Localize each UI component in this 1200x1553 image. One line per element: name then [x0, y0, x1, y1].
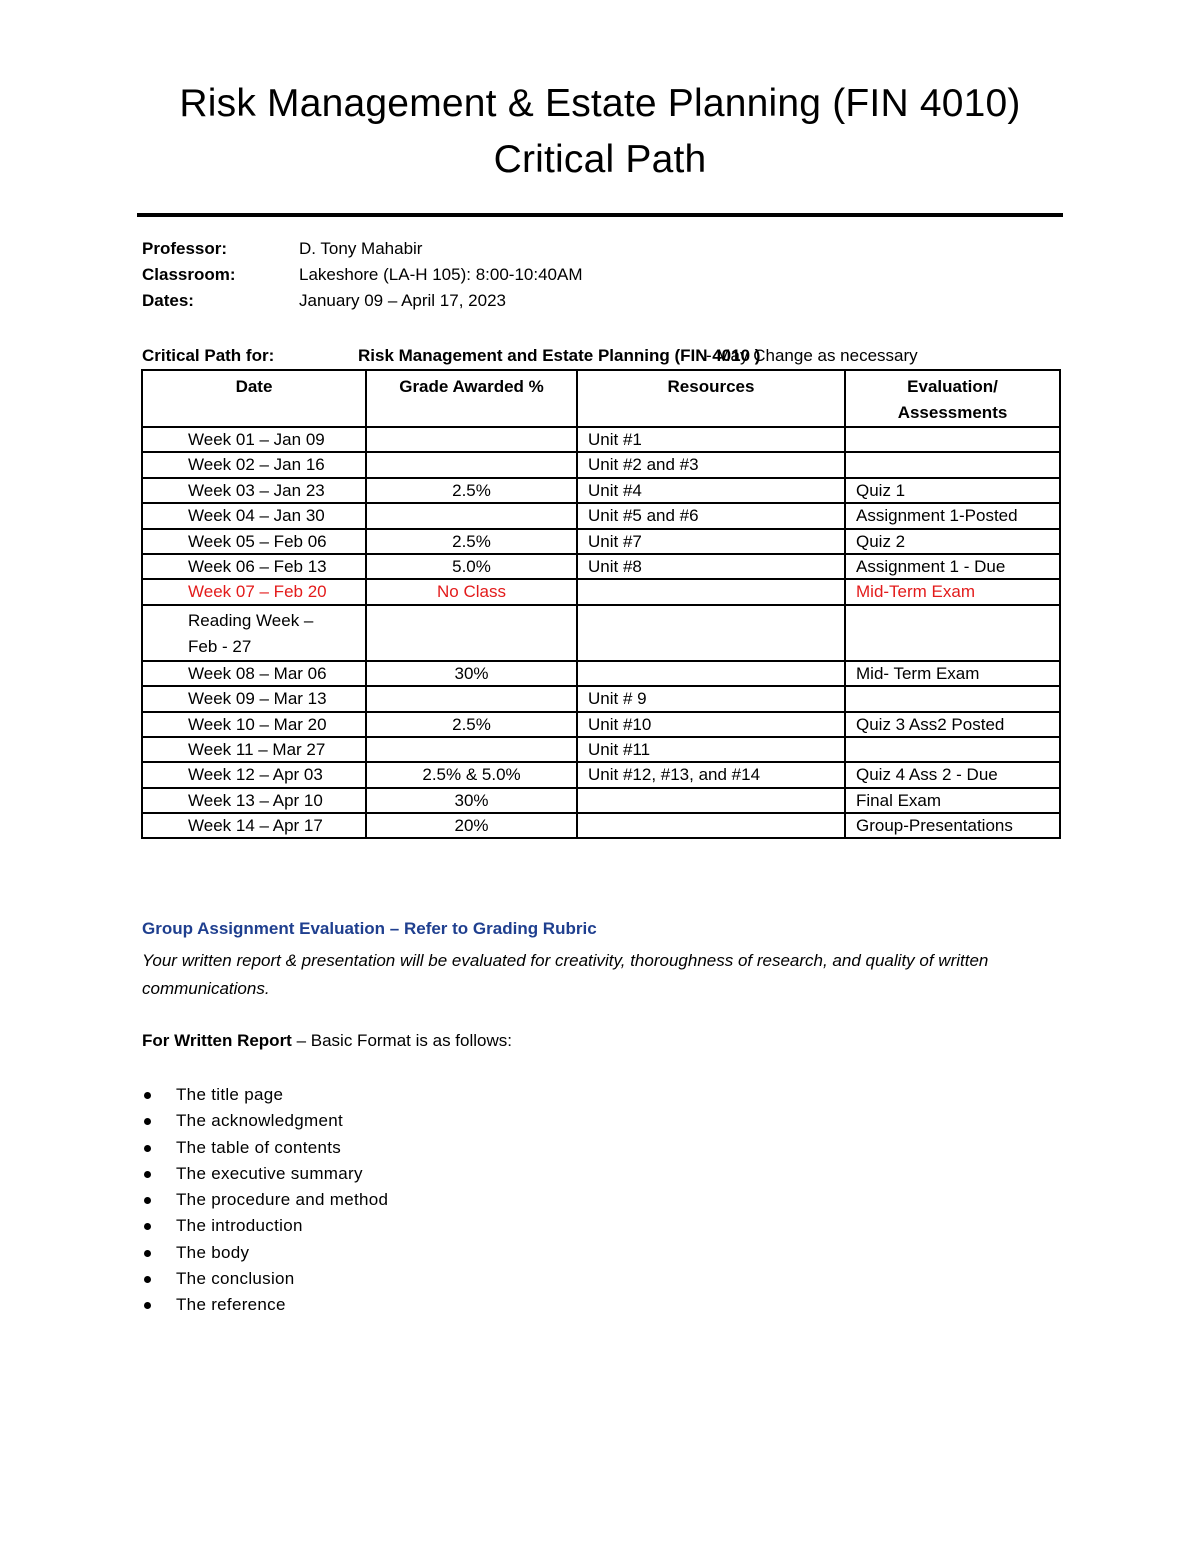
- critical-path-label: Critical Path for:: [142, 346, 275, 365]
- written-report-line: [142, 1031, 512, 1051]
- bullet-icon: [144, 1197, 151, 1204]
- cell-evaluation: [845, 452, 1060, 477]
- cell-grade: 2.5%: [366, 529, 577, 554]
- table-row: [142, 452, 1060, 477]
- critical-path-note: - May Change as necessary: [706, 346, 918, 365]
- cell-evaluation: [845, 427, 1060, 452]
- list-item-text: The reference: [176, 1295, 286, 1315]
- cell-date: Reading Week – Feb - 27: [142, 605, 366, 661]
- cell-resources: [577, 579, 845, 604]
- cell-date: Week 13 – Apr 10: [142, 788, 366, 813]
- dates-value: January 09 – April 17, 2023: [299, 291, 506, 310]
- list-item-text: The acknowledgment: [176, 1111, 343, 1131]
- list-item-text: The table of contents: [176, 1137, 342, 1157]
- cell-date: Week 12 – Apr 03: [142, 762, 366, 787]
- cell-date: Week 03 – Jan 23: [142, 478, 366, 503]
- cell-evaluation: Mid- Term Exam: [845, 661, 1060, 686]
- critical-path-course: Risk Management and Estate Planning (FIN 4010 ): [358, 346, 761, 365]
- cell-date: Week 08 – Mar 06: [142, 661, 366, 686]
- report-format-list: [142, 1082, 388, 1319]
- bullet-icon: [144, 1276, 151, 1283]
- cell-evaluation: Quiz 2: [845, 529, 1060, 554]
- list-item: [142, 1082, 388, 1108]
- list-item: [142, 1135, 388, 1161]
- table-row-midterm-week: [142, 579, 1060, 604]
- list-item-text: The procedure and method: [176, 1190, 389, 1210]
- cell-date: Week 04 – Jan 30: [142, 503, 366, 528]
- cell-resources: Unit # 9: [577, 686, 845, 711]
- cell-resources: [577, 661, 845, 686]
- list-item-text: The conclusion: [176, 1269, 295, 1289]
- cell-evaluation: Quiz 3 Ass2 Posted: [845, 712, 1060, 737]
- cell-evaluation: Assignment 1-Posted: [845, 503, 1060, 528]
- critical-path-table: [141, 369, 1061, 839]
- table-header-row: [142, 370, 1060, 427]
- list-item-text: The body: [176, 1242, 250, 1262]
- cell-resources: Unit #2 and #3: [577, 452, 845, 477]
- cell-resources: Unit #7: [577, 529, 845, 554]
- bullet-icon: [144, 1171, 151, 1178]
- table-row-reading-week: [142, 605, 1060, 661]
- cell-resources: [577, 788, 845, 813]
- cell-date: Week 06 – Feb 13: [142, 554, 366, 579]
- list-item: [142, 1292, 388, 1318]
- cell-grade: [366, 503, 577, 528]
- cell-grade: [366, 452, 577, 477]
- header-date: Date: [142, 370, 366, 427]
- cell-grade: 2.5%: [366, 478, 577, 503]
- cell-evaluation: Quiz 1: [845, 478, 1060, 503]
- list-item: [142, 1240, 388, 1266]
- cell-evaluation: Final Exam: [845, 788, 1060, 813]
- table-row: [142, 686, 1060, 711]
- cell-resources: [577, 605, 845, 661]
- table-row: [142, 661, 1060, 686]
- cell-grade: [366, 605, 577, 661]
- header-grade: Grade Awarded %: [366, 370, 577, 427]
- written-report-label: For Written Report: [142, 1031, 292, 1050]
- cell-evaluation: Assignment 1 - Due: [845, 554, 1060, 579]
- table-row: [142, 554, 1060, 579]
- table-row: [142, 529, 1060, 554]
- cell-date: Week 01 – Jan 09: [142, 427, 366, 452]
- header-resources: Resources: [577, 370, 845, 427]
- list-item-text: The title page: [176, 1085, 284, 1104]
- table-row: [142, 427, 1060, 452]
- bullet-icon: [144, 1223, 151, 1230]
- classroom-label: Classroom:: [142, 265, 236, 284]
- bullet-icon: [144, 1092, 151, 1099]
- list-item: [142, 1213, 388, 1239]
- professor-label: Professor:: [142, 239, 228, 258]
- cell-date: Week 10 – Mar 20: [142, 712, 366, 737]
- bullet-icon: [144, 1118, 151, 1125]
- cell-date: Week 09 – Mar 13: [142, 686, 366, 711]
- list-item-text: The executive summary: [176, 1163, 363, 1183]
- cell-date: Week 14 – Apr 17: [142, 813, 366, 838]
- document-subtitle: Critical Path: [493, 138, 707, 181]
- document-title: Risk Management & Estate Planning (FIN 4010): [179, 82, 1021, 125]
- cell-resources: Unit #11: [577, 737, 845, 762]
- list-item: [142, 1187, 388, 1213]
- table-row: [142, 712, 1060, 737]
- cell-evaluation: [845, 737, 1060, 762]
- group-assignment-description: Your written report & presentation will be evaluated for creativity, thoroughness of research, and quality of written communications.: [142, 951, 989, 998]
- professor-value: D. Tony Mahabir: [299, 239, 423, 258]
- table-row: [142, 813, 1060, 838]
- list-item: [142, 1266, 388, 1292]
- cell-grade: 2.5% & 5.0%: [366, 762, 577, 787]
- table-row: [142, 762, 1060, 787]
- cell-evaluation: Mid-Term Exam: [845, 579, 1060, 604]
- cell-evaluation: Group-Presentations: [845, 813, 1060, 838]
- cell-resources: Unit #12, #13, and #14: [577, 762, 845, 787]
- cell-grade: No Class: [366, 579, 577, 604]
- cell-grade: 20%: [366, 813, 577, 838]
- cell-resources: Unit #10: [577, 712, 845, 737]
- list-item: [142, 1108, 388, 1134]
- cell-date: Week 02 – Jan 16: [142, 452, 366, 477]
- cell-grade: [366, 427, 577, 452]
- cell-date: Week 11 – Mar 27: [142, 737, 366, 762]
- table-row: [142, 503, 1060, 528]
- cell-date: Week 07 – Feb 20: [142, 579, 366, 604]
- bullet-icon: [144, 1302, 151, 1309]
- list-item: [142, 1161, 388, 1187]
- cell-date: Week 05 – Feb 06: [142, 529, 366, 554]
- cell-grade: 30%: [366, 661, 577, 686]
- cell-evaluation: [845, 686, 1060, 711]
- cell-grade: [366, 686, 577, 711]
- bullet-icon: [144, 1145, 151, 1152]
- written-report-text: – Basic Format is as follows:: [291, 1031, 512, 1050]
- cell-resources: Unit #5 and #6: [577, 503, 845, 528]
- table-row: [142, 478, 1060, 503]
- cell-resources: Unit #8: [577, 554, 845, 579]
- list-item-text: The introduction: [176, 1216, 303, 1236]
- cell-resources: Unit #4: [577, 478, 845, 503]
- cell-grade: 30%: [366, 788, 577, 813]
- cell-evaluation: Quiz 4 Ass 2 - Due: [845, 762, 1060, 787]
- table-row: [142, 788, 1060, 813]
- cell-resources: [577, 813, 845, 838]
- cell-evaluation: [845, 605, 1060, 661]
- header-evaluation: Evaluation/ Assessments: [845, 370, 1060, 427]
- title-divider: [137, 213, 1063, 217]
- cell-resources: Unit #1: [577, 427, 845, 452]
- dates-label: Dates:: [142, 291, 194, 310]
- cell-grade: [366, 737, 577, 762]
- cell-grade: 5.0%: [366, 554, 577, 579]
- classroom-value: Lakeshore (LA-H 105): 8:00-10:40AM: [299, 265, 583, 284]
- table-row: [142, 737, 1060, 762]
- cell-grade: 2.5%: [366, 712, 577, 737]
- group-assignment-heading: Group Assignment Evaluation – Refer to Grading Rubric: [142, 919, 597, 938]
- bullet-icon: [144, 1250, 151, 1257]
